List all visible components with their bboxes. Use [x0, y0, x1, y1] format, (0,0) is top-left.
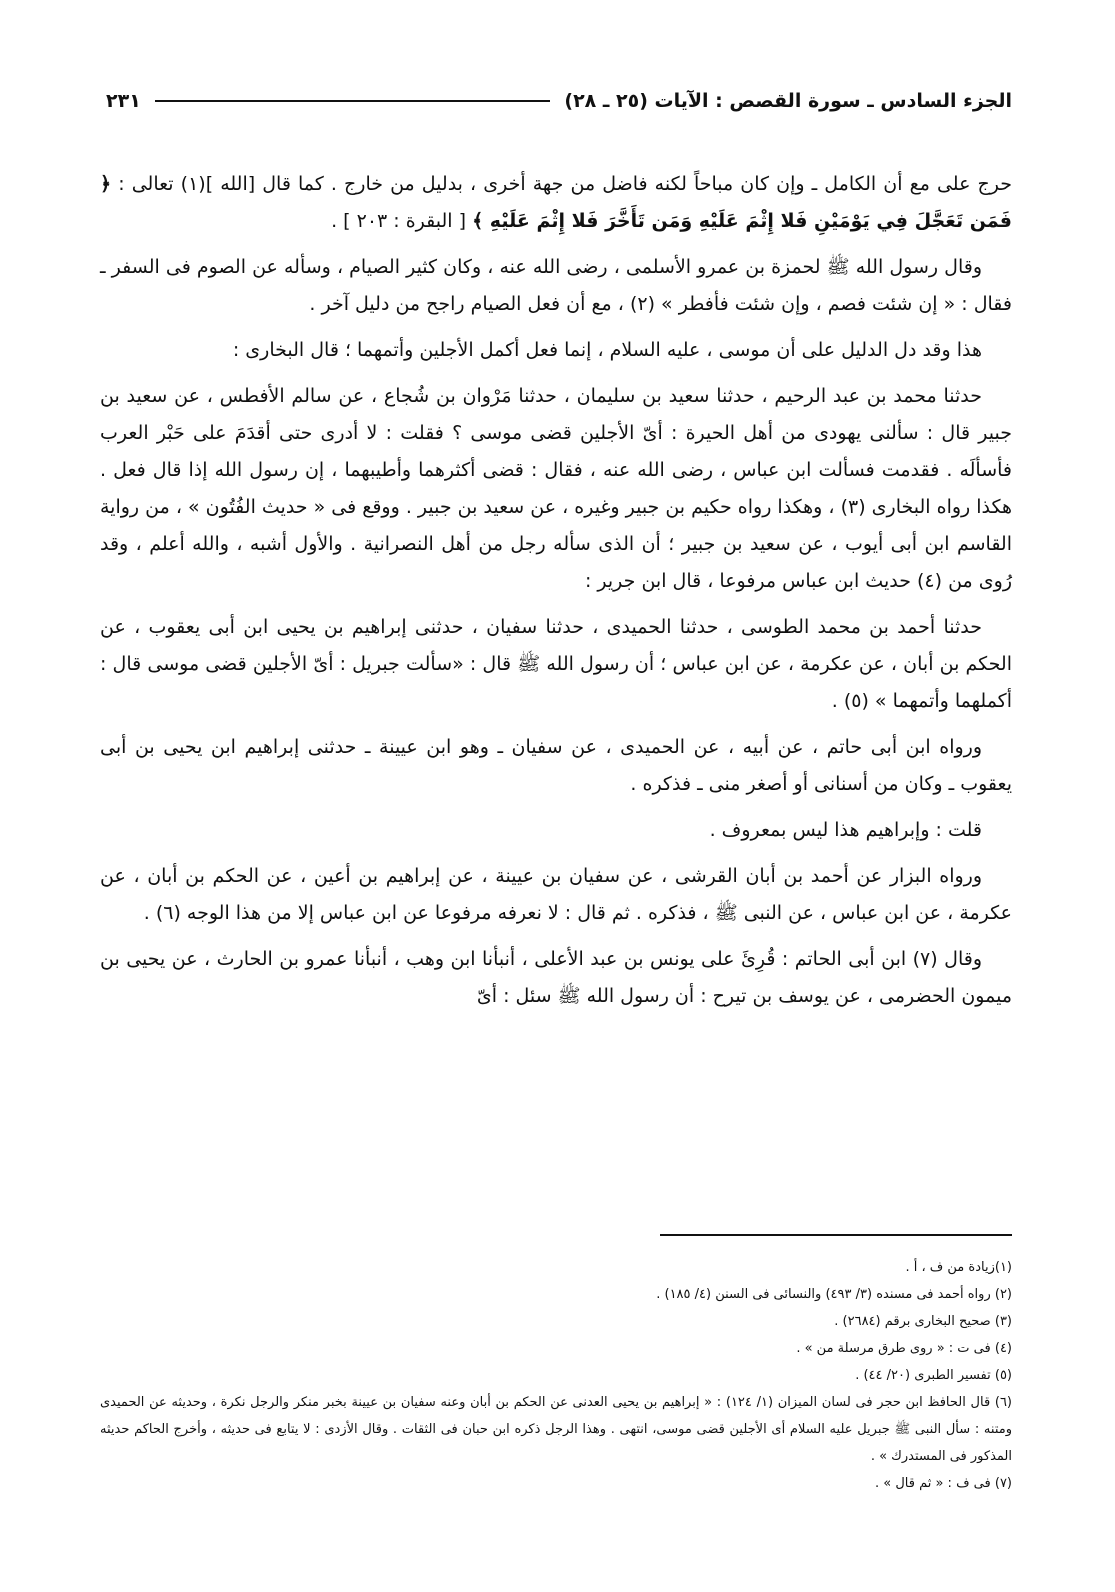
paragraph-5: حدثنا أحمد بن محمد الطوسى ، حدثنا الحميدى ، حدثنا سفيان ، حدثنى إبراهيم بن يحيى ابن أبى يعقوب ، عن الحكم بن أبان ، عن عكرمة ، عن ابن عباس ؛ أن رسول الله ﷺ قال : «سألت جبريل : أىّ الأجلين قضى موسى قال : أكملهما وأتمهما » (٥) .	[100, 616, 1012, 712]
paragraph-1	[100, 166, 1012, 240]
paragraph-7: قلت : وإبراهيم هذا ليس بمعروف .	[709, 819, 982, 841]
footnote-7: (٧) فى ف : « ثم قال » .	[874, 1476, 1012, 1491]
header-rule	[155, 100, 551, 102]
header-title: الجزء السادس ـ سورة القصص : الآيات (٢٥ ـ ٢٨)	[564, 90, 1012, 112]
footnotes	[100, 1254, 1012, 1497]
main-text	[100, 166, 1012, 1024]
paragraph-4: حدثنا محمد بن عبد الرحيم ، حدثنا سعيد بن سليمان ، حدثنا مَرْوان بن شُجاع ، عن سالم الأفطس ، عن سعيد بن جبير قال : سألنى يهودى من أهل الحيرة : أىّ الأجلين قضى موسى ؟ فقلت : لا أدرى حتى أقدَمَ على حَبْر العرب فأسألَه . فقدمت فسألت ابن عباس ، رضى الله عنه ، فقال : قضى أكثرهما وأطيبهما ، إن رسول الله إذا قال فعل . هكذا رواه البخارى (٣) ، وهكذا رواه حكيم بن جبير وغيره ، عن سعيد بن جبير . ووقع فى « حديث الفُتُون » ، من رواية القاسم ابن أبى أيوب ، عن سعيد بن جبير ؛ أن الذى سأله رجل من أهل النصرانية . والأول أشبه ، والله أعلم ، وقد رُوى من (٤) حديث ابن عباس مرفوعا ، قال ابن جرير :	[100, 385, 1013, 592]
footnote-2: (٢) رواه أحمد فى مسنده (٣/ ٤٩٣) والنسائى فى السنن (٤/ ١٨٥) .	[656, 1287, 1012, 1302]
paragraph-6: ورواه ابن أبى حاتم ، عن أبيه ، عن الحميدى ، عن سفيان ـ وهو ابن عيينة ـ حدثنى إبراهيم ابن يحيى بن أبى يعقوب ـ وكان من أسنانى أو أصغر منى ـ فذكره .	[100, 736, 1012, 795]
page-number: ٢٣١	[106, 90, 141, 112]
footnote-1: (١)زيادة من ف ، أ .	[905, 1260, 1012, 1275]
footnote-separator	[660, 1234, 1012, 1236]
footnote-4: (٤) فى ت : « روى طرق مرسلة من » .	[796, 1341, 1012, 1356]
paragraph-2: وقال رسول الله ﷺ لحمزة بن عمرو الأسلمى ، رضى الله عنه ، وكان كثير الصيام ، وسأله عن الصوم فى السفر ـ فقال : « إن شئت فصم ، وإن شئت فأفطر » (٢) ، مع أن فعل الصيام راجح من دليل آخر .	[100, 256, 1012, 315]
running-header	[100, 84, 1012, 118]
paragraph-9: وقال (٧) ابن أبى الحاتم : قُرِئَ على يونس بن عبد الأعلى ، أنبأنا ابن وهب ، أنبأنا عمرو بن الحارث ، عن يحيى بن ميمون الحضرمى ، عن يوسف بن تيرح : أن رسول الله ﷺ سئل : أىّ	[100, 948, 1012, 1007]
quran-verse: ﴿ فَمَن تَعَجَّلَ فِي يَوْمَيْنِ فَلا إِثْمَ عَلَيْهِ وَمَن تَأَخَّرَ فَلا إِثْمَ عَلَيْهِ ﴾	[100, 173, 1012, 232]
footnote-6: (٦) قال الحافظ ابن حجر فى لسان الميزان (١/ ١٢٤) : « إبراهيم بن يحيى العدنى عن الحكم بن أبان وعنه سفيان بن عيينة بخبر منكر والرجل نكرة ، وحديثه عن الحميدى ومتنه : سأل النبى ﷺ جبريل عليه السلام أى الأجلين قضى موسى، انتهى . وهذا الرجل ذكره ابن حبان فى الثقات . وقال الأزدى : لا يتابع فى حديثه ، وأخرج الحاكم حديثه المذكور فى المستدرك » .	[100, 1395, 1012, 1464]
paragraph-3: هذا وقد دل الدليل على أن موسى ، عليه السلام ، إنما فعل أكمل الأجلين وأتمهما ؛ قال البخارى :	[232, 339, 982, 361]
footnote-5: (٥) تفسير الطبرى (٢٠/ ٤٤) .	[855, 1368, 1012, 1383]
paragraph-1-text: حرج على مع أن الكامل ـ وإن كان مباحاً لكنه فاضل من جهة أخرى ، بدليل من خارج . كما قال [الله ](١) تعالى :	[111, 173, 1012, 195]
footnote-3: (٣) صحيح البخارى برقم (٢٦٨٤) .	[834, 1314, 1012, 1329]
verse-citation: [ البقرة : ٢٠٣ ] .	[331, 210, 473, 232]
paragraph-8: ورواه البزار عن أحمد بن أبان القرشى ، عن سفيان بن عيينة ، عن إبراهيم بن أعين ، عن الحكم بن أبان ، عن عكرمة ، عن ابن عباس ، عن النبى ﷺ ، فذكره . ثم قال : لا نعرفه مرفوعا عن ابن عباس إلا من هذا الوجه (٦) .	[100, 865, 1012, 924]
